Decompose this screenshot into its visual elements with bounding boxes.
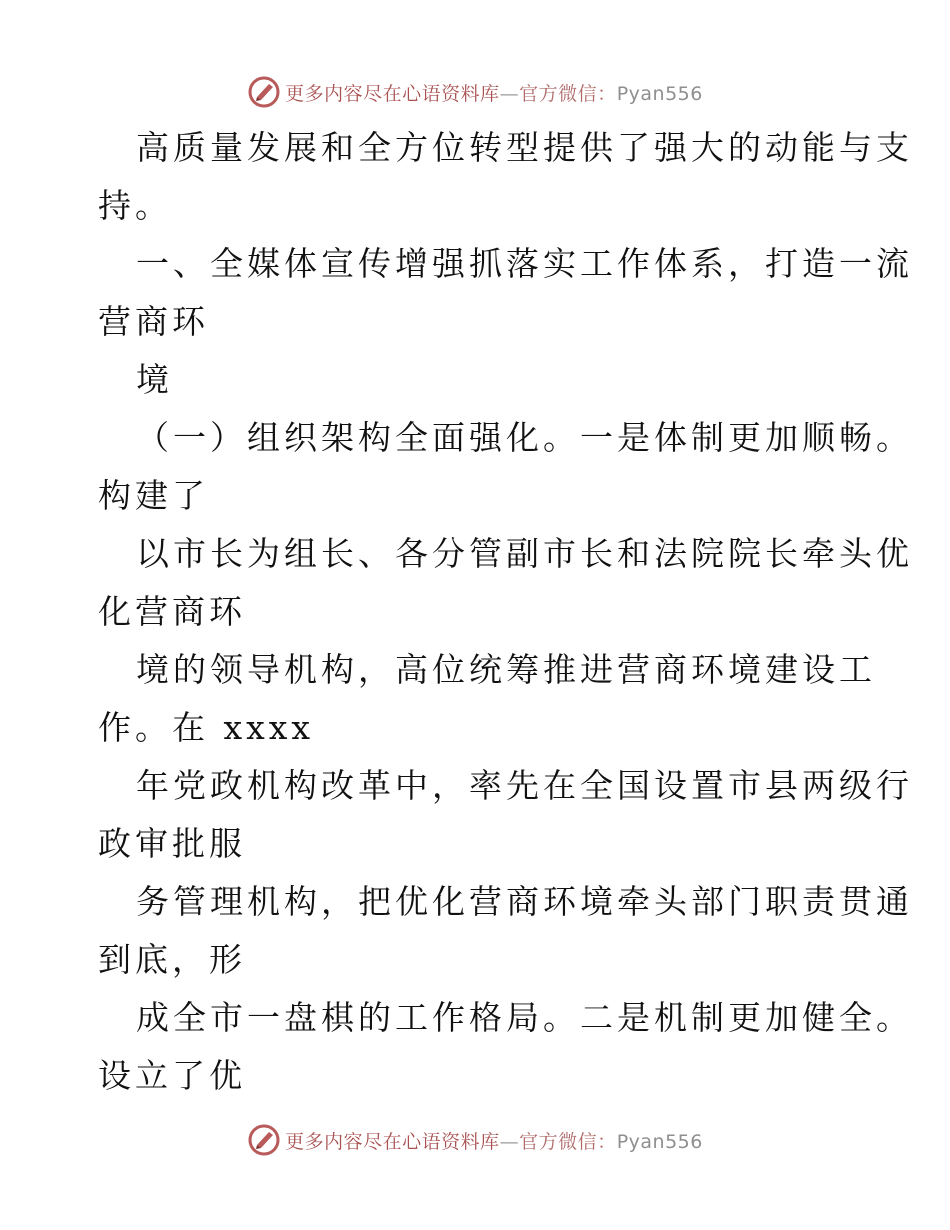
body-line: 到底，形 — [98, 940, 246, 979]
body-line: 化营商环 — [98, 592, 246, 631]
pen-logo-icon — [247, 75, 281, 109]
watermark-dash: — — [499, 1130, 520, 1153]
body-line: 境的领导机构，高位统筹推进营商环境建设工 — [136, 650, 876, 689]
body-line: 政审批服 — [98, 824, 246, 863]
watermark-wechat-label: 官方微信： — [519, 1130, 617, 1153]
body-line: 高质量发展和全方位转型提供了强大的动能与支 — [136, 128, 913, 167]
watermark-text — [285, 1127, 703, 1154]
body-line: 成全市一盘棋的工作格局。二是机制更加健全。 — [136, 998, 913, 1037]
watermark-site-text: 更多内容尽在心语资料库 — [285, 82, 500, 105]
body-line: （一）组织架构全面强化。一是体制更加顺畅。 — [136, 418, 913, 457]
watermark-dash: — — [499, 82, 520, 105]
watermark-wechat-id: Pyan556 — [616, 82, 703, 105]
body-line: 务管理机构，把优化营商环境牵头部门职责贯通 — [136, 882, 913, 921]
body-line: 以市长为组长、各分管副市长和法院院长牵头优 — [136, 534, 913, 573]
watermark-wechat-id: Pyan556 — [616, 1130, 703, 1153]
footer-watermark — [0, 1120, 950, 1160]
body-line: 营商环 — [98, 302, 209, 341]
body-line: 持。 — [98, 186, 172, 225]
body-line: 作。在 xxxx — [98, 708, 314, 747]
body-line: 境 — [136, 360, 173, 399]
body-line: 一、全媒体宣传增强抓落实工作体系，打造一流 — [136, 244, 913, 283]
body-line: 设立了优 — [98, 1056, 246, 1095]
body-line: 年党政机构改革中，率先在全国设置市县两级行 — [136, 766, 913, 805]
watermark-wechat-label: 官方微信： — [519, 82, 617, 105]
pen-logo-icon — [247, 1123, 281, 1157]
watermark-site-text: 更多内容尽在心语资料库 — [285, 1130, 500, 1153]
header-watermark — [0, 72, 950, 112]
body-line: 构建了 — [98, 476, 209, 515]
watermark-text — [285, 79, 703, 106]
